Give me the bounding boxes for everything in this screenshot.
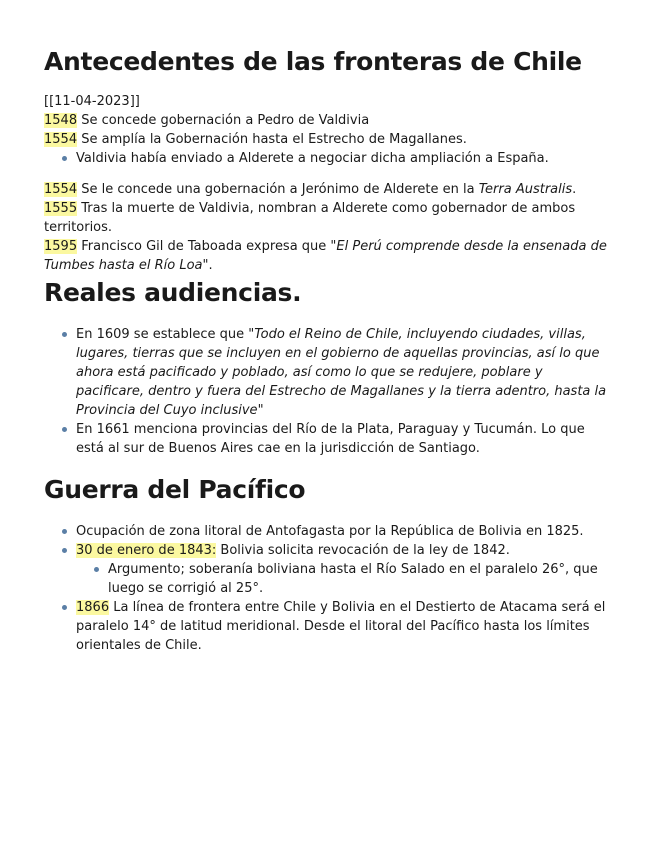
item-text: Bolivia solicita revocación de la ley de 1842. [216,543,510,558]
item-text: La línea de frontera entre Chile y Bolivia en el Destierto de Atacama será el paralelo 14° de latitud meridional. Desde el litoral del Pacífico hasta los límites orientales de Chile. [76,600,606,653]
entry-text: Se concede gobernación a Pedro de Valdivia [77,113,370,128]
list-item [76,598,613,655]
entry-text: Se amplía la Gobernación hasta el Estrecho de Magallanes. [77,132,467,147]
note-list [44,149,613,168]
item-quote: Todo el Reino de Chile, incluyendo ciudades, villas, lugares, tierras que se incluyen en el gobierno de aquellas provincias, así lo que ahora está pacificado y poblado, así como lo que se redujere, poblare y pacificare, dentro y fuera del Estrecho de Magallanes y la tierra adentro, hasta la Provincia del Cuyo inclusive [76,327,607,418]
timeline-entry-1555 [44,199,613,237]
year-highlight: 1548 [44,113,78,128]
entry-italic: El Perú comprende desde la ensenada de Tumbes hasta el Río Loa [44,239,607,273]
item-text: En 1609 se establece que " [76,327,255,342]
item-text-end: " [257,403,264,418]
pacifico-list [44,522,613,655]
list-item: En 1661 menciona provincias del Río de la Plata, Paraguay y Tucumán. Lo que está al sur de Buenos Aires cae en la jurisdicción de Santiago. [76,420,613,458]
timeline-entry-1554 [44,130,613,149]
nested-list [76,560,613,598]
entry-italic: Terra Australis [478,182,573,197]
date-highlight: 30 de enero de 1843: [76,543,217,558]
timeline-entry-1595 [44,237,613,275]
year-highlight: 1595 [44,239,78,254]
list-item [76,325,613,420]
date-tag-link[interactable]: [[11-04-2023]] [44,94,140,109]
section-heading-audiencias: Reales audiencias. [44,278,302,307]
list-item: Argumento; soberanía boliviana hasta el Río Salado en el paralelo 26°, que luego se corrigió al 25°. [108,560,613,598]
entry-text: Tras la muerte de Valdivia, nombran a Alderete como gobernador de ambos territorios. [44,201,576,235]
list-item [76,541,613,598]
entry-text: Francisco Gil de Taboada expresa que " [77,239,337,254]
page-title: Antecedentes de las fronteras de Chile [44,47,582,76]
section-heading-pacifico: Guerra del Pacífico [44,475,306,504]
entry-text-end: ". [202,258,213,273]
list-item: Valdivia había enviado a Alderete a negociar dicha ampliación a España. [76,149,613,168]
year-highlight: 1866 [76,600,110,615]
spacer [44,168,613,180]
year-highlight: 1554 [44,132,78,147]
audiencias-list [44,325,613,458]
year-highlight: 1555 [44,201,78,216]
timeline-entry-1548 [44,111,613,130]
timeline-entry-1554-alderete [44,180,613,199]
entry-text-end: . [572,182,577,197]
year-highlight: 1554 [44,182,78,197]
entry-text: Se le concede una gobernación a Jerónimo de Alderete en la [77,182,479,197]
list-item: Ocupación de zona litoral de Antofagasta por la República de Bolivia en 1825. [76,522,613,541]
